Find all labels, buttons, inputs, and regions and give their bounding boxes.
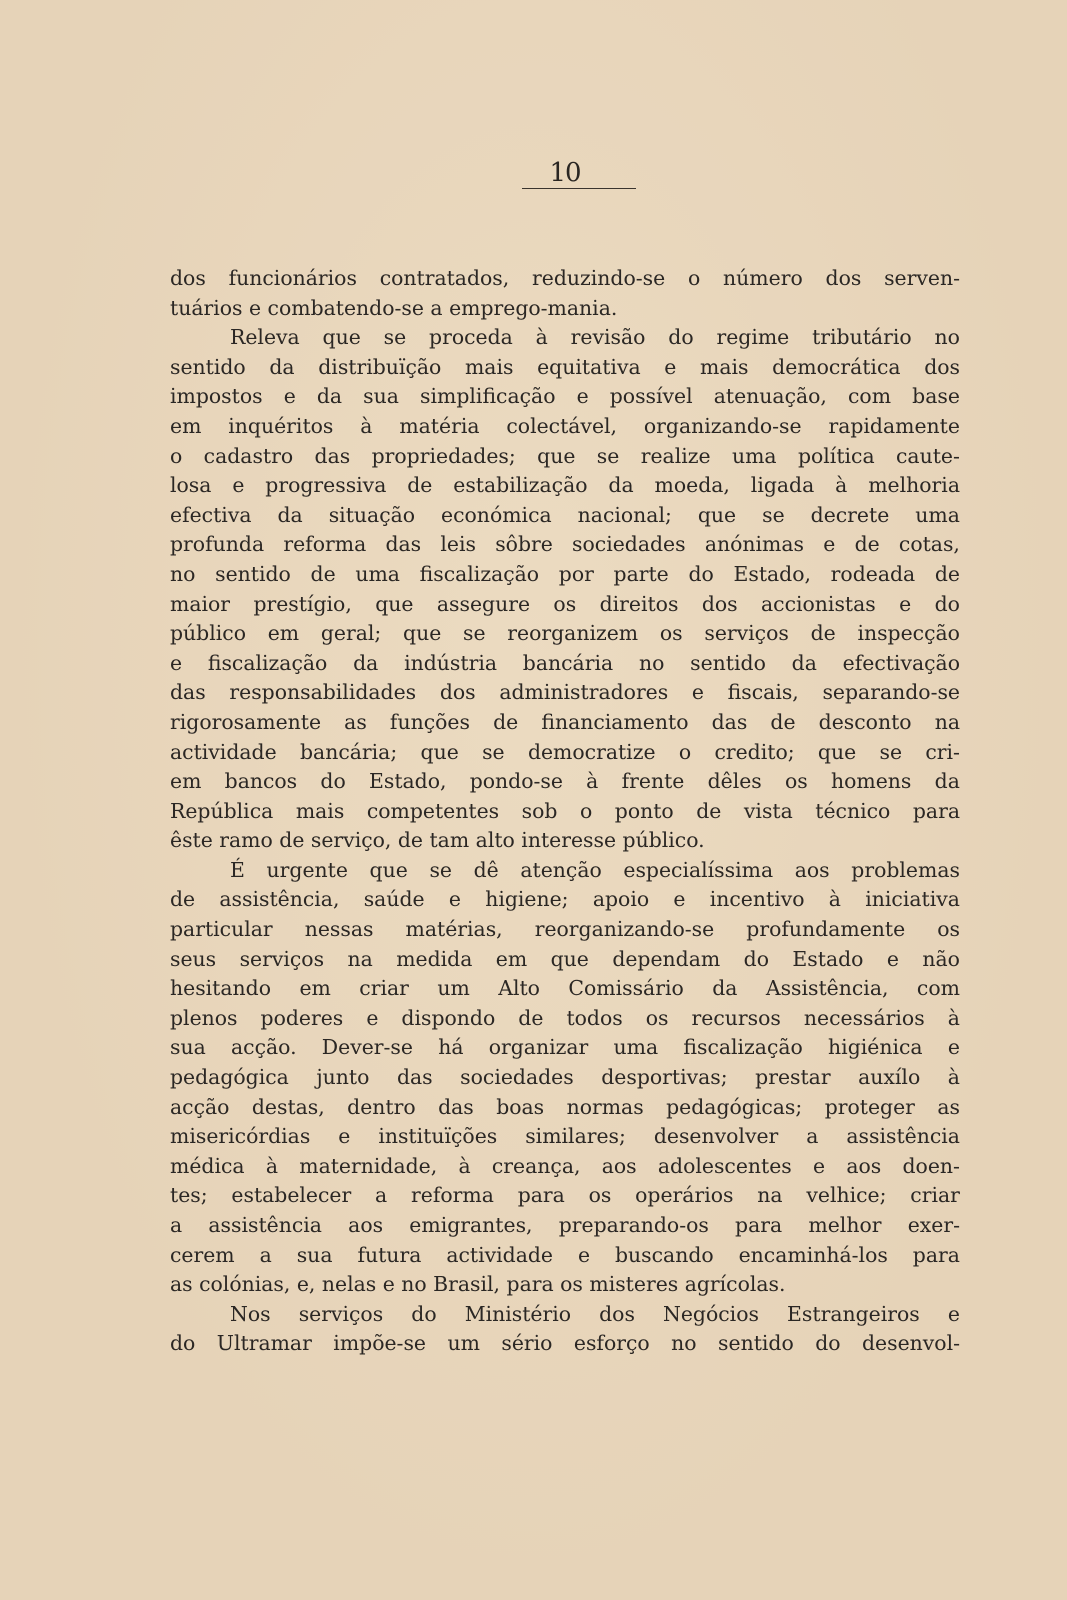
text-line: República mais competentes sob o ponto de vista técnico para [170, 798, 960, 823]
text-line: das responsabilidades dos administradores e fiscais, separando-se [170, 680, 960, 705]
text-line: tuários e combatendo-se a emprego-mania. [170, 295, 618, 320]
text-line: as colónias, e, nelas e no Brasil, para os misteres agrícolas. [170, 1272, 786, 1297]
text-line: dos funcionários contratados, reduzindo-se o número dos serven- [170, 266, 960, 290]
text-line: particular nessas matérias, reorganizando-se profundamente os [170, 917, 960, 942]
text-line: sentido da distribuïção mais equitativa e mais democrática dos [170, 354, 960, 379]
text-line: impostos e da sua simplificação e possível atenuação, com base [170, 384, 960, 409]
text-line: tes; estabelecer a reforma para os operários na velhice; criar [170, 1183, 960, 1208]
text-line: Nos serviços do Ministério dos Negócios Estrangeiros e [230, 1301, 960, 1326]
text-line: em bancos do Estado, pondo-se à frente dêles os homens da [170, 769, 960, 794]
text-line: o cadastro das propriedades; que se realize uma política caute- [170, 443, 960, 468]
text-line: e fiscalização da indústria bancária no sentido da efectivação [170, 650, 960, 675]
text-line: de assistência, saúde e higiene; apoio e incentivo à iniciativa [170, 887, 960, 912]
body-text [170, 264, 960, 1359]
text-line: maior prestígio, que assegure os direitos dos accionistas e do [170, 591, 960, 616]
page-number: 10 [549, 158, 581, 188]
page-number-rule [522, 188, 636, 189]
text-line: acção destas, dentro das boas normas pedagógicas; proteger as [170, 1094, 960, 1119]
text-line: pedagógica junto das sociedades desportivas; prestar auxílo à [170, 1065, 960, 1090]
text-line: cerem a sua futura actividade e buscando encaminhá-los para [170, 1242, 960, 1267]
text-line: em inquéritos à matéria colectável, organizando-se rapidamente [170, 413, 960, 438]
text-line: público em geral; que se reorganizem os serviços de inspecção [170, 621, 960, 646]
text-line: a assistência aos emigrantes, preparando-os para melhor exer- [170, 1213, 960, 1237]
text-line: plenos poderes e dispondo de todos os recursos necessários à [170, 1005, 960, 1030]
text-line: rigorosamente as funções de financiamento das de desconto na [170, 709, 960, 734]
text-line: actividade bancária; que se democratize o credito; que se cri- [170, 739, 960, 764]
text-line: no sentido de uma fiscalização por parte do Estado, rodeada de [170, 561, 960, 586]
text-line: misericórdias e instituïções similares; desenvolver a assistência [170, 1124, 960, 1149]
text-line: êste ramo de serviço, de tam alto interesse público. [170, 828, 705, 853]
text-line: profunda reforma das leis sôbre sociedades anónimas e de cotas, [170, 532, 960, 557]
text-line: Releva que se proceda à revisão do regime tributário no [230, 325, 960, 350]
text-line: losa e progressiva de estabilização da moeda, ligada à melhoria [170, 473, 960, 498]
text-line: do Ultramar impõe-se um sério esforço no sentido do desenvol- [170, 1331, 960, 1356]
text-line: seus serviços na medida em que dependam do Estado e não [170, 946, 960, 971]
text-line: efectiva da situação económica nacional; que se decrete uma [170, 502, 960, 527]
text-line: É urgente que se dê atenção especialíssima aos problemas [230, 857, 960, 882]
text-line: sua acção. Dever-se há organizar uma fiscalização higiénica e [170, 1035, 960, 1060]
text-line: hesitando em criar um Alto Comissário da Assistência, com [170, 976, 960, 1001]
text-line: médica à maternidade, à creança, aos adolescentes e aos doen- [170, 1153, 960, 1178]
